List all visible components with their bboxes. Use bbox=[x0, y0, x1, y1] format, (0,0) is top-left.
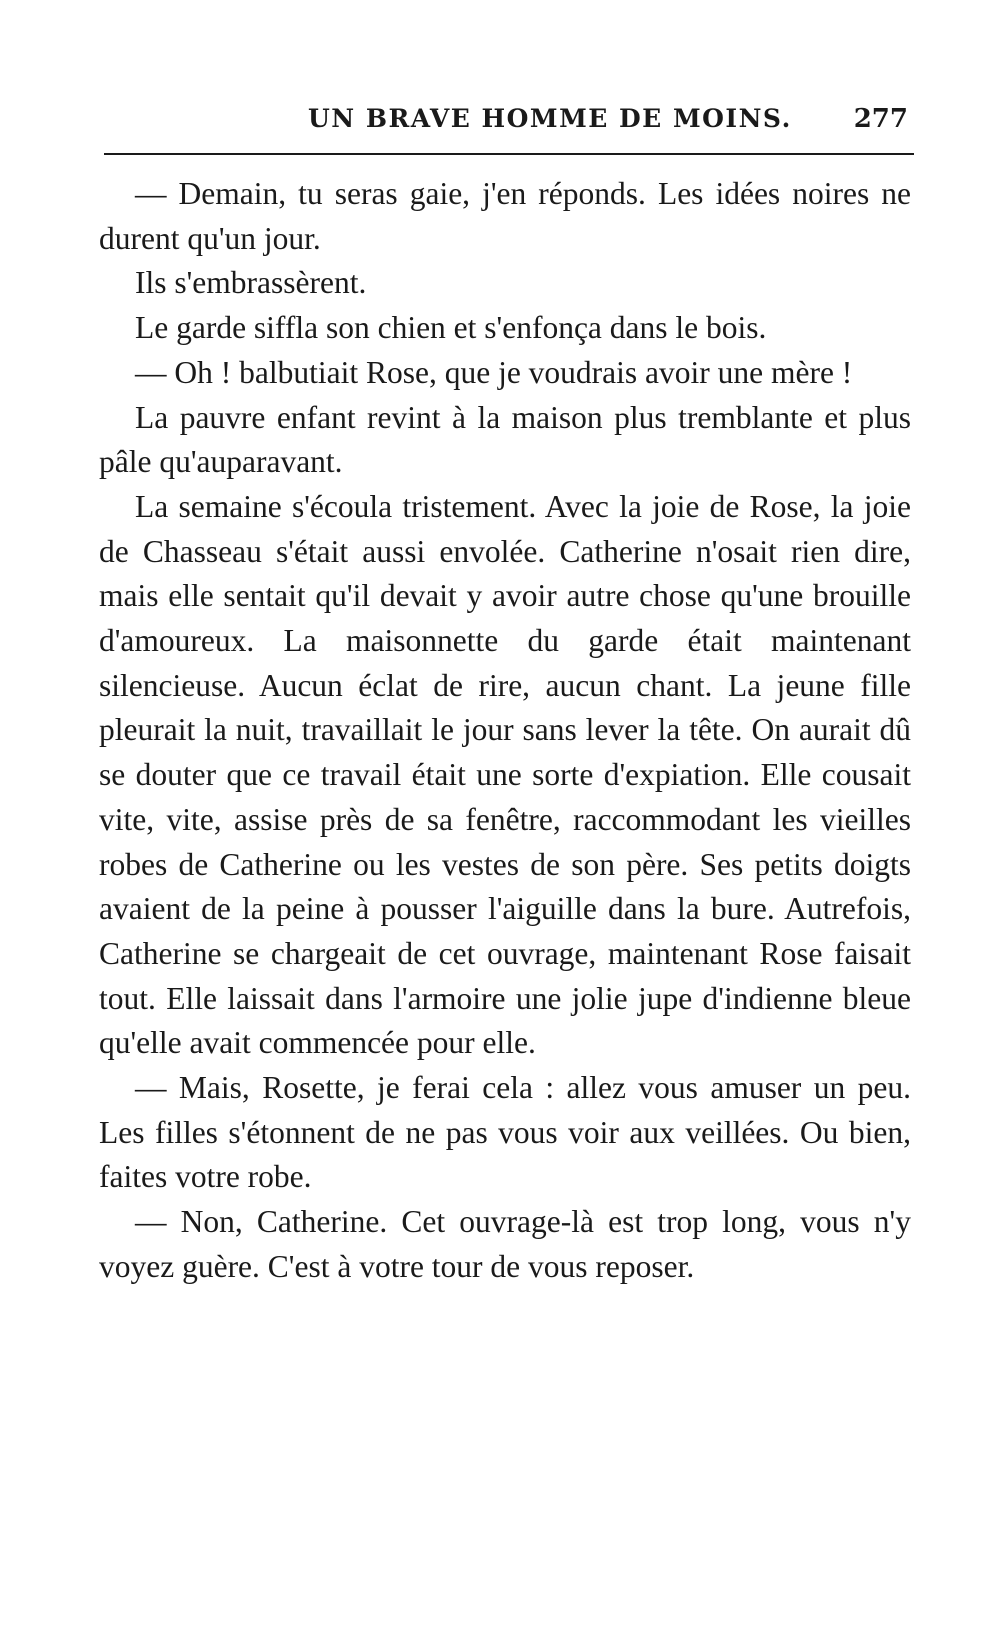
paragraph: Le garde siffla son chien et s'enfonça dans le bois. bbox=[135, 310, 767, 346]
page-number: 277 bbox=[853, 104, 908, 134]
running-header bbox=[108, 104, 908, 144]
paragraph: La semaine s'écoula tristement. Avec la joie de Rose, la joie de Chasseau s'était aussi envolée. Catherine n'osait rien dire, mais elle sentait qu'il devait y avoir autre chose qu'une brouille d'amoureux. La maisonnette du garde était maintenant silencieuse. Aucun éclat de rire, aucun chant. La jeune fille pleurait la nuit, travaillait le jour sans lever la tête. On aurait dû se douter que ce travail était une sorte d'expiation. Elle cousait vite, vite, assise près de sa fenêtre, raccommodant les vieilles robes de Catherine ou les vestes de son père. Ses petits doigts avaient de la peine à pousser l'aiguille dans la bure. Autrefois, Catherine se chargeait de cet ouvrage, maintenant Rose faisait tout. Elle laissait dans l'armoire une jolie jupe d'indienne bleue qu'elle avait commencée pour elle. bbox=[99, 488, 911, 1061]
running-title: UN BRAVE HOMME DE MOINS. bbox=[308, 104, 792, 133]
paragraph: — Oh ! balbutiait Rose, que je voudrais avoir une mère ! bbox=[135, 354, 853, 390]
body-text bbox=[99, 172, 911, 1290]
paragraph: Ils s'embrassèrent. bbox=[135, 265, 367, 301]
paragraph: La pauvre enfant revint à la maison plus tremblante et plus pâle qu'auparavant. bbox=[99, 399, 911, 480]
paragraph: — Demain, tu seras gaie, j'en réponds. Les idées noires ne durent qu'un jour. bbox=[99, 176, 911, 256]
paragraph: — Non, Catherine. Cet ouvrage-là est trop long, vous n'y voyez guère. C'est à votre tour de vous reposer. bbox=[99, 1204, 911, 1284]
paragraph: — Mais, Rosette, je ferai cela : allez vous amuser un peu. Les filles s'étonnent de ne pas vous voir aux veillées. Ou bien, faites votre robe. bbox=[99, 1070, 911, 1195]
header-rule bbox=[104, 153, 914, 155]
